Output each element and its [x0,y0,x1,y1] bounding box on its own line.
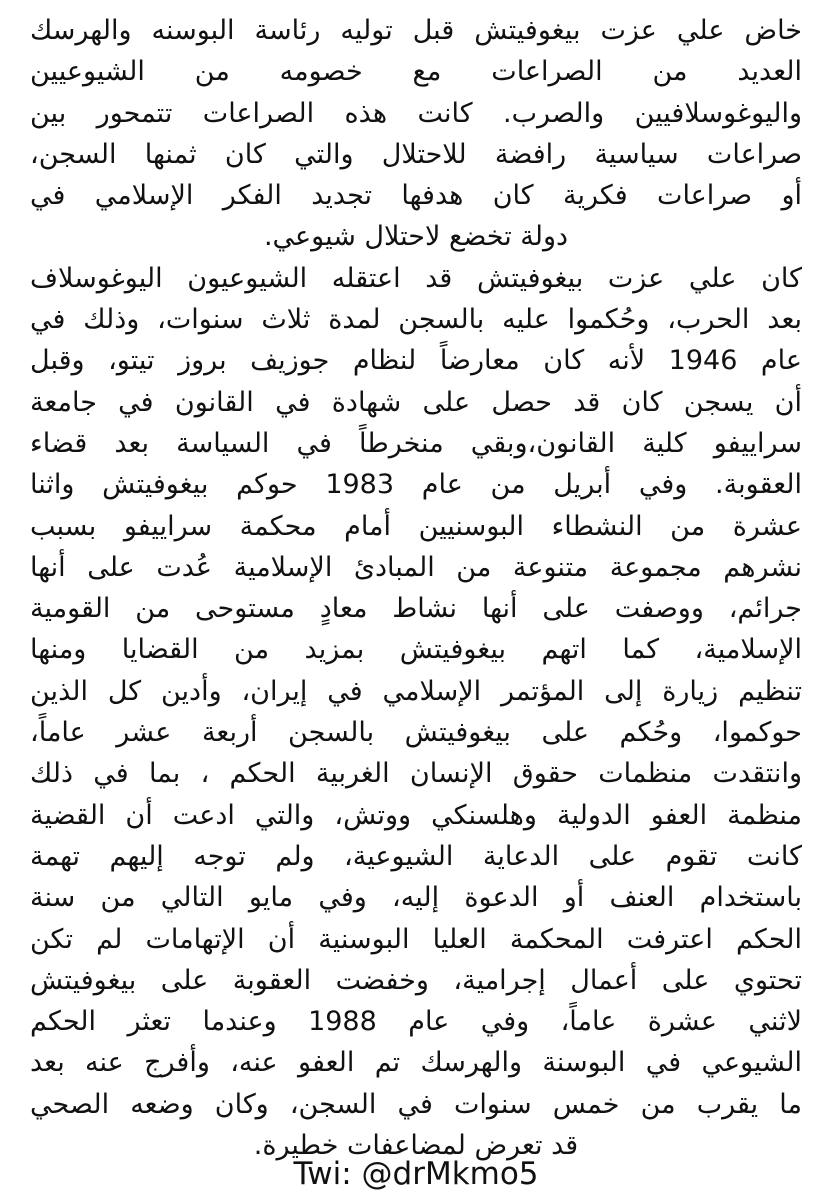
text-line: حوكموا، وحُكم على بيغوفيتش بالسجن أربعة عشر عاماً، [30,717,802,749]
text-line: الحكم اعترفت المحكمة العليا البوسنية أن الإتهامات لم تكن [30,923,802,955]
text-line: نشرهم مجموعة متنوعة من المبادئ الإسلامية عُدت على أنها [30,551,802,583]
text-line: تنظيم زيارة إلى المؤتمر الإسلامي في إيران، وأدين كل الذين [30,675,802,707]
text-line: العقوبة. وفي أبريل من عام 1983 حوكم بيغوفيتش واثنا [30,469,802,501]
paragraph-end-line: دولة تخضع لاحتلال شيوعي. [263,221,569,253]
text-line: وانتقدت منظمات حقوق الإنسان الغربية الحكم ، بما في ذلك [30,758,802,790]
text-line: عام 1946 لأنه كان معارضاً لنظام جوزيف بروز تيتو، وقبل [30,345,802,377]
text-line: أن يسجن كان قد حصل على شهادة في القانون في جامعة [30,386,802,418]
text-line: لاثني عشرة عاماً، وفي عام 1988 وعندما تعثر الحكم [30,1006,802,1038]
text-line: عشرة من النشطاء البوسنيين أمام محكمة سراييفو بسبب [30,510,802,542]
text-line: تحتوي على أعمال إجرامية، وخفضت العقوبة على بيغوفيتش [30,964,802,996]
text-line: جرائم، ووصفت على أنها نشاط معادٍ مستوحى من القومية [30,593,802,625]
text-line: ما يقرب من خمس سنوات في السجن، وكان وضعه الصحي [30,1088,802,1120]
text-line: سراييفو كلية القانون،وبقي منخرطاً في السياسة بعد قضاء [30,427,802,459]
text-line: كانت تقوم على الدعاية الشيوعية، ولم توجه إليهم تهمة [30,840,802,872]
text-line: منظمة العفو الدولية وهلسنكي ووتش، والتي ادعت أن القضية [30,799,802,831]
text-line: الشيوعي في البوسنة والهرسك تم العفو عنه، وأفرج عنه بعد [30,1047,802,1079]
text-line: صراعات سياسية رافضة للاحتلال والتي كان ثمنها السجن، [30,138,802,170]
text-line: خاض علي عزت بيغوفيتش قبل توليه رئاسة البوسنه والهرسك [30,15,802,46]
article-text [30,10,802,1166]
text-line: العديد من الصراعات مع خصومه من الشيوعيين [30,56,802,88]
text-line: أو صراعات فكرية كان هدفها تجديد الفكر الإسلامي في [30,180,802,212]
paragraph-end-line: قد تعرض لمضاعفات خطيرة. [253,1130,579,1162]
text-line: واليوغوسلافيين والصرب. كانت هذه الصراعات تتمحور بين [30,97,802,129]
text-line: كان علي عزت بيغوفيتش قد اعتقله الشيوعيون اليوغوسلاف [30,262,802,294]
text-line: بعد الحرب، وحُكموا عليه بالسجن لمدة ثلاث سنوات، وذلك في [30,304,802,336]
text-line: باستخدام العنف أو الدعوة إليه، وفي مايو التالي من سنة [30,882,802,914]
text-line: الإسلامية، كما اتهم بيغوفيتش بمزيد من القضايا ومنها [30,634,802,666]
twitter-credit: Twi: @drMkmo5 [293,1156,539,1192]
